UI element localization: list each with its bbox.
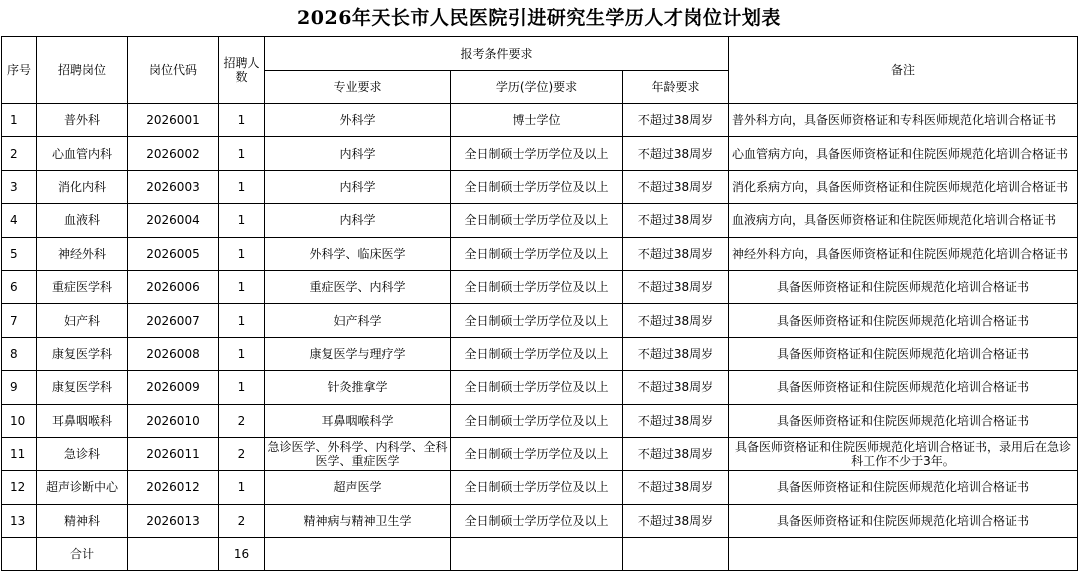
cell-code: 2026013 [128, 504, 219, 537]
cell-note: 消化系病方向，具备医师资格证和住院医师规范化培训合格证书 [729, 170, 1078, 203]
header-major: 专业要求 [265, 71, 451, 104]
cell-major: 精神病与精神卫生学 [265, 504, 451, 537]
header-degree: 学历(学位)要求 [451, 71, 623, 104]
table-row [2, 304, 1078, 337]
cell-age: 不超过38周岁 [623, 304, 729, 337]
cell-count: 1 [219, 371, 265, 404]
header-conditions: 报考条件要求 [265, 37, 729, 71]
cell-count: 1 [219, 104, 265, 137]
cell-post: 妇产科 [37, 304, 128, 337]
cell-empty [2, 538, 37, 571]
cell-age: 不超过38周岁 [623, 371, 729, 404]
cell-note: 具备医师资格证和住院医师规范化培训合格证书 [729, 371, 1078, 404]
cell-code: 2026007 [128, 304, 219, 337]
header-count: 招聘人数 [219, 37, 265, 104]
total-count: 16 [219, 538, 265, 571]
cell-note: 血液病方向，具备医师资格证和住院医师规范化培训合格证书 [729, 204, 1078, 237]
cell-no: 7 [2, 304, 37, 337]
cell-degree: 全日制硕士学历学位及以上 [451, 504, 623, 537]
cell-empty [265, 538, 451, 571]
cell-age: 不超过38周岁 [623, 270, 729, 303]
header-post: 招聘岗位 [37, 37, 128, 104]
header-row-1 [2, 37, 1078, 71]
table-row [2, 270, 1078, 303]
cell-count: 1 [219, 170, 265, 203]
cell-age: 不超过38周岁 [623, 437, 729, 470]
cell-post: 康复医学科 [37, 337, 128, 370]
cell-count: 2 [219, 504, 265, 537]
total-row [2, 538, 1078, 571]
cell-no: 10 [2, 404, 37, 437]
cell-no: 13 [2, 504, 37, 537]
table-row [2, 104, 1078, 137]
cell-empty [623, 538, 729, 571]
cell-age: 不超过38周岁 [623, 237, 729, 270]
header-no: 序号 [2, 37, 37, 104]
cell-major: 内科学 [265, 204, 451, 237]
cell-note: 具备医师资格证和住院医师规范化培训合格证书 [729, 270, 1078, 303]
cell-note: 具备医师资格证和住院医师规范化培训合格证书 [729, 337, 1078, 370]
cell-count: 1 [219, 304, 265, 337]
cell-age: 不超过38周岁 [623, 471, 729, 504]
table-row [2, 337, 1078, 370]
cell-note: 心血管病方向，具备医师资格证和住院医师规范化培训合格证书 [729, 137, 1078, 170]
cell-no: 12 [2, 471, 37, 504]
cell-post: 康复医学科 [37, 371, 128, 404]
cell-no: 11 [2, 437, 37, 470]
cell-no: 3 [2, 170, 37, 203]
cell-note: 具备医师资格证和住院医师规范化培训合格证书，录用后在急诊科工作不少于3年。 [729, 437, 1078, 470]
cell-degree: 全日制硕士学历学位及以上 [451, 437, 623, 470]
cell-count: 2 [219, 404, 265, 437]
cell-count: 1 [219, 337, 265, 370]
cell-code: 2026002 [128, 137, 219, 170]
cell-no: 6 [2, 270, 37, 303]
header-age: 年龄要求 [623, 71, 729, 104]
cell-post: 重症医学科 [37, 270, 128, 303]
cell-note: 神经外科方向，具备医师资格证和住院医师规范化培训合格证书 [729, 237, 1078, 270]
cell-age: 不超过38周岁 [623, 104, 729, 137]
cell-note: 具备医师资格证和住院医师规范化培训合格证书 [729, 471, 1078, 504]
cell-post: 耳鼻咽喉科 [37, 404, 128, 437]
cell-major: 外科学、临床医学 [265, 237, 451, 270]
cell-empty [128, 538, 219, 571]
cell-post: 超声诊断中心 [37, 471, 128, 504]
cell-age: 不超过38周岁 [623, 404, 729, 437]
cell-empty [451, 538, 623, 571]
cell-degree: 全日制硕士学历学位及以上 [451, 270, 623, 303]
cell-no: 4 [2, 204, 37, 237]
table-row [2, 404, 1078, 437]
cell-count: 1 [219, 204, 265, 237]
cell-note: 具备医师资格证和住院医师规范化培训合格证书 [729, 504, 1078, 537]
cell-count: 1 [219, 471, 265, 504]
cell-post: 普外科 [37, 104, 128, 137]
cell-major: 耳鼻咽喉科学 [265, 404, 451, 437]
cell-degree: 全日制硕士学历学位及以上 [451, 337, 623, 370]
table-row [2, 170, 1078, 203]
cell-degree: 全日制硕士学历学位及以上 [451, 137, 623, 170]
cell-post: 血液科 [37, 204, 128, 237]
cell-degree: 全日制硕士学历学位及以上 [451, 170, 623, 203]
cell-code: 2026010 [128, 404, 219, 437]
cell-major: 内科学 [265, 170, 451, 203]
cell-code: 2026001 [128, 104, 219, 137]
cell-note: 具备医师资格证和住院医师规范化培训合格证书 [729, 304, 1078, 337]
cell-no: 5 [2, 237, 37, 270]
cell-post: 心血管内科 [37, 137, 128, 170]
cell-no: 2 [2, 137, 37, 170]
cell-note: 具备医师资格证和住院医师规范化培训合格证书 [729, 404, 1078, 437]
table-row [2, 137, 1078, 170]
cell-major: 康复医学与理疗学 [265, 337, 451, 370]
table-row [2, 204, 1078, 237]
cell-major: 重症医学、内科学 [265, 270, 451, 303]
page-title: 2026年天长市人民医院引进研究生学历人才岗位计划表 [297, 7, 781, 29]
cell-code: 2026005 [128, 237, 219, 270]
cell-post: 精神科 [37, 504, 128, 537]
cell-code: 2026008 [128, 337, 219, 370]
cell-degree: 全日制硕士学历学位及以上 [451, 404, 623, 437]
cell-code: 2026011 [128, 437, 219, 470]
cell-degree: 全日制硕士学历学位及以上 [451, 471, 623, 504]
cell-post: 消化内科 [37, 170, 128, 203]
cell-code: 2026003 [128, 170, 219, 203]
recruitment-table [1, 36, 1078, 571]
cell-age: 不超过38周岁 [623, 170, 729, 203]
cell-major: 超声医学 [265, 471, 451, 504]
cell-age: 不超过38周岁 [623, 337, 729, 370]
cell-count: 1 [219, 270, 265, 303]
cell-major: 急诊医学、外科学、内科学、全科医学、重症医学 [265, 437, 451, 470]
header-code: 岗位代码 [128, 37, 219, 104]
cell-count: 1 [219, 237, 265, 270]
cell-major: 内科学 [265, 137, 451, 170]
header-note: 备注 [729, 37, 1078, 104]
cell-age: 不超过38周岁 [623, 137, 729, 170]
cell-post: 神经外科 [37, 237, 128, 270]
cell-code: 2026009 [128, 371, 219, 404]
cell-note: 普外科方向，具备医师资格证和专科医师规范化培训合格证书 [729, 104, 1078, 137]
total-label: 合计 [37, 538, 128, 571]
table-row [2, 237, 1078, 270]
cell-code: 2026006 [128, 270, 219, 303]
cell-no: 8 [2, 337, 37, 370]
cell-no: 9 [2, 371, 37, 404]
table-row [2, 437, 1078, 470]
table-row [2, 504, 1078, 537]
cell-degree: 博士学位 [451, 104, 623, 137]
cell-major: 针灸推拿学 [265, 371, 451, 404]
cell-degree: 全日制硕士学历学位及以上 [451, 204, 623, 237]
cell-degree: 全日制硕士学历学位及以上 [451, 371, 623, 404]
cell-major: 外科学 [265, 104, 451, 137]
cell-code: 2026004 [128, 204, 219, 237]
cell-code: 2026012 [128, 471, 219, 504]
cell-post: 急诊科 [37, 437, 128, 470]
cell-count: 2 [219, 437, 265, 470]
cell-age: 不超过38周岁 [623, 504, 729, 537]
cell-degree: 全日制硕士学历学位及以上 [451, 237, 623, 270]
table-row [2, 471, 1078, 504]
cell-age: 不超过38周岁 [623, 204, 729, 237]
cell-major: 妇产科学 [265, 304, 451, 337]
cell-no: 1 [2, 104, 37, 137]
table-row [2, 371, 1078, 404]
cell-count: 1 [219, 137, 265, 170]
cell-empty [729, 538, 1078, 571]
cell-degree: 全日制硕士学历学位及以上 [451, 304, 623, 337]
